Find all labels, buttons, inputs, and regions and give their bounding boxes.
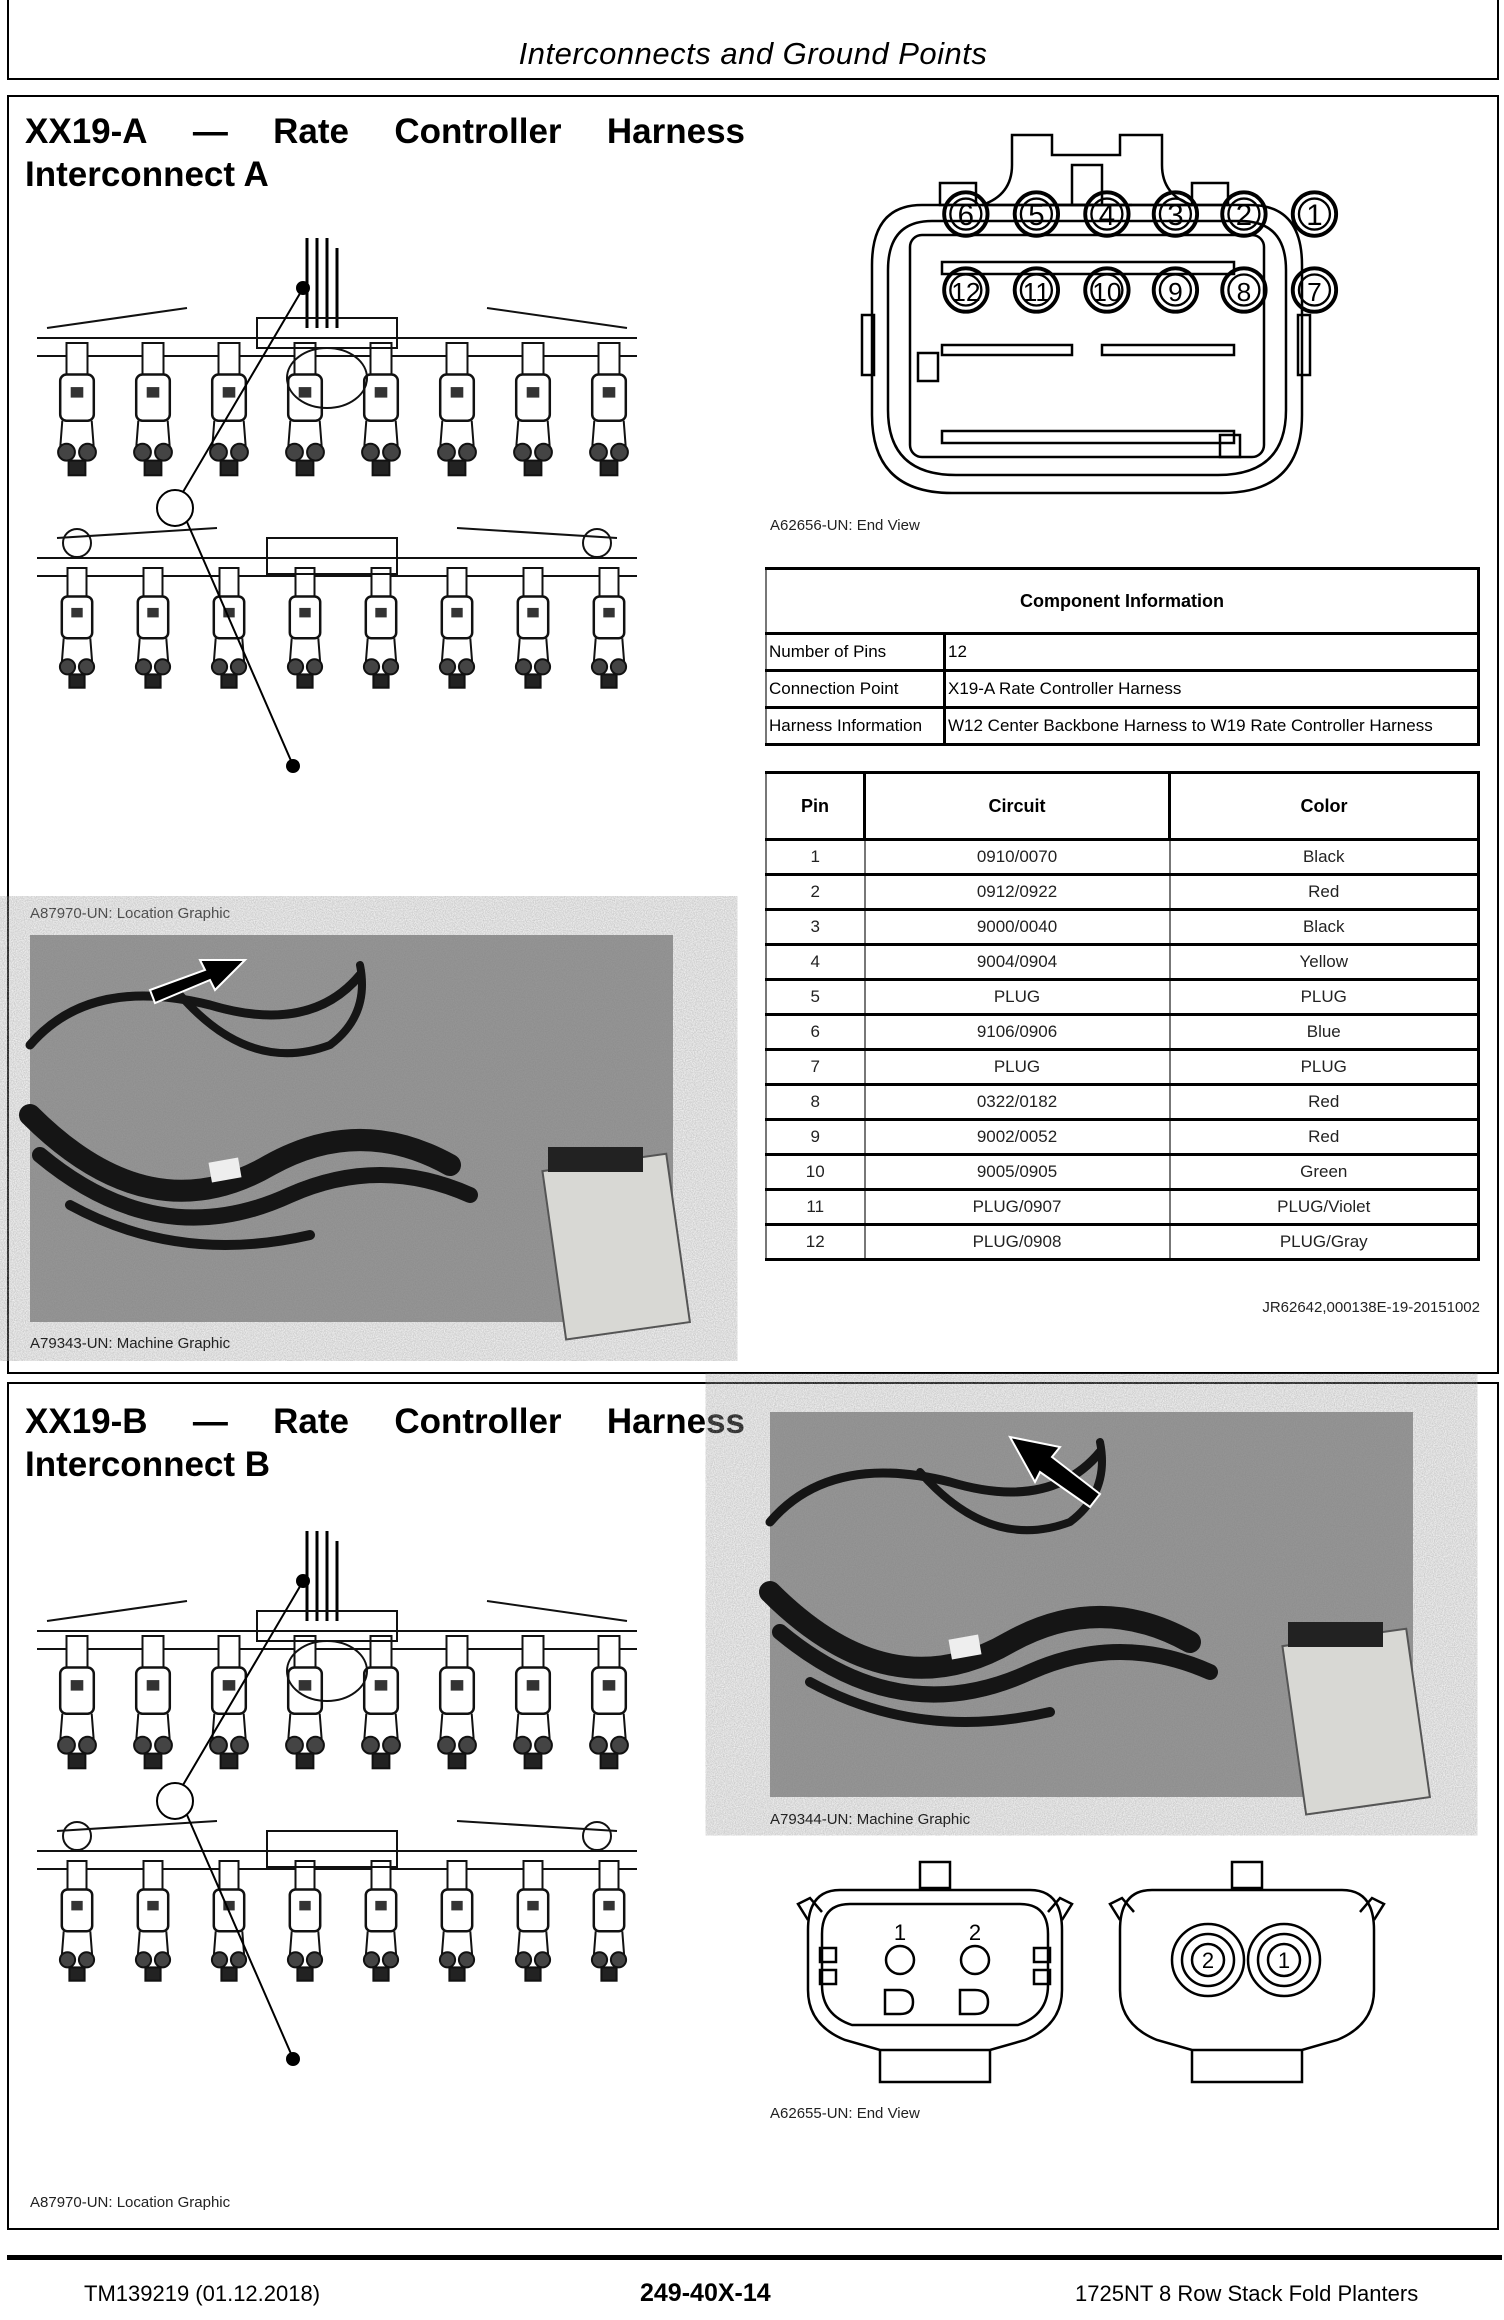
pin-label: 12 [951, 276, 981, 307]
column-header-pin: Pin [766, 773, 865, 840]
cell-color: Black [1170, 910, 1479, 945]
connector-end-view-12pin [862, 135, 1323, 497]
info-label: Harness Information [766, 708, 945, 745]
location-graphic-b [37, 1551, 667, 2151]
table-row [766, 708, 1479, 745]
table-row [766, 1155, 1479, 1190]
info-label: Number of Pins [766, 634, 945, 671]
column-header-circuit: Circuit [865, 773, 1170, 840]
title-word: Controller [394, 1402, 562, 1441]
cell-color: PLUG/Violet [1170, 1190, 1479, 1225]
cell-color: Red [1170, 1085, 1479, 1120]
cell-circuit: PLUG/0908 [865, 1225, 1170, 1260]
pin-label: 2 [1235, 198, 1253, 232]
table-row [766, 1085, 1479, 1120]
table-row [766, 1015, 1479, 1050]
table-row [766, 910, 1479, 945]
section-b-title [25, 1400, 745, 1486]
footer-divider [7, 2255, 1502, 2260]
cell-color: PLUG [1170, 1050, 1479, 1085]
footer-product: 1725NT 8 Row Stack Fold Planters [1075, 2281, 1419, 2306]
pin-circuit-table [765, 771, 1480, 1261]
cell-circuit: 0322/0182 [865, 1085, 1170, 1120]
title-word: Harness [606, 112, 745, 151]
location-caption-a: A87970-UN: Location Graphic [30, 905, 231, 922]
page-header [7, 0, 1499, 80]
title-word: Harness [606, 1402, 745, 1441]
pin-label: 5 [1028, 198, 1045, 232]
cell-pin: 9 [766, 1120, 865, 1155]
photo-caption-a: A79343-UN: Machine Graphic [30, 1335, 231, 1352]
title-word: Rate [273, 112, 350, 151]
component-info-heading: Component Information [766, 569, 1479, 634]
title-line-2: Interconnect A [25, 155, 269, 194]
page-title: Interconnects and Ground Points [518, 36, 988, 71]
cell-pin: 6 [766, 1015, 865, 1050]
cell-color: Blue [1170, 1015, 1479, 1050]
footer-doc-id: TM139219 (01.12.2018) [84, 2281, 321, 2306]
table-row [766, 945, 1479, 980]
cell-circuit: PLUG [865, 980, 1170, 1015]
cell-color: Black [1170, 840, 1479, 875]
location-caption-b: A87970-UN: Location Graphic [30, 2194, 231, 2211]
machine-photo-a [30, 935, 673, 1322]
table-row [766, 671, 1479, 708]
pin-label: 1 [1277, 1948, 1291, 1973]
title-line-2: Interconnect B [25, 1445, 271, 1484]
cell-circuit: 9005/0905 [865, 1155, 1170, 1190]
cell-circuit: PLUG/0907 [865, 1190, 1170, 1225]
title-word: — [192, 1402, 228, 1441]
title-word: XX19-A [25, 112, 148, 151]
pin-label: 11 [1022, 276, 1051, 307]
cell-color: Red [1170, 1120, 1479, 1155]
table-row [766, 980, 1479, 1015]
section-a-title [25, 110, 745, 196]
cell-color: PLUG/Gray [1170, 1225, 1479, 1260]
reference-id: JR62642,000138E-19-20151002 [1262, 1299, 1480, 1316]
info-value: W12 Center Backbone Harness to W19 Rate Controller Harness [945, 708, 1479, 745]
pin-label: 7 [1307, 276, 1322, 307]
cell-pin: 5 [766, 980, 865, 1015]
table-row [766, 1190, 1479, 1225]
info-label: Connection Point [766, 671, 945, 708]
end-view-caption-b: A62655-UN: End View [770, 2105, 920, 2122]
pin-label: 2 [1201, 1948, 1215, 1973]
cell-pin: 7 [766, 1050, 865, 1085]
table-row [766, 840, 1479, 875]
cell-pin: 12 [766, 1225, 865, 1260]
cell-circuit: 0912/0922 [865, 875, 1170, 910]
pin-label: 1 [893, 1920, 907, 1945]
cell-pin: 1 [766, 840, 865, 875]
cell-pin: 4 [766, 945, 865, 980]
cell-color: PLUG [1170, 980, 1479, 1015]
pin-label: 4 [1098, 198, 1116, 232]
connector-end-view-2pin-left [800, 1860, 1070, 2085]
title-word: XX19-B [25, 1402, 148, 1441]
location-graphic-a [37, 258, 667, 858]
cell-color: Green [1170, 1155, 1479, 1190]
end-view-caption-a: A62656-UN: End View [770, 517, 920, 534]
table-row [766, 875, 1479, 910]
component-information-table [765, 567, 1480, 746]
cell-pin: 10 [766, 1155, 865, 1190]
cell-circuit: 9000/0040 [865, 910, 1170, 945]
pin-label: 6 [957, 198, 975, 232]
connector-end-view-2pin-right [1112, 1860, 1382, 2085]
title-word: Controller [394, 112, 562, 151]
cell-circuit: PLUG [865, 1050, 1170, 1085]
table-row [766, 1225, 1479, 1260]
table-row [766, 1050, 1479, 1085]
pin-label: 3 [1167, 198, 1184, 232]
title-word: — [192, 112, 228, 151]
cell-circuit: 9002/0052 [865, 1120, 1170, 1155]
pin-label: 2 [968, 1920, 982, 1945]
column-header-color: Color [1170, 773, 1479, 840]
info-value: 12 [945, 634, 1479, 671]
cell-pin: 3 [766, 910, 865, 945]
cell-circuit: 0910/0070 [865, 840, 1170, 875]
cell-circuit: 9106/0906 [865, 1015, 1170, 1050]
cell-circuit: 9004/0904 [865, 945, 1170, 980]
table-row [766, 1120, 1479, 1155]
cell-color: Red [1170, 875, 1479, 910]
photo-caption-b: A79344-UN: Machine Graphic [770, 1811, 971, 1828]
cell-color: Yellow [1170, 945, 1479, 980]
pin-label: 10 [1092, 276, 1122, 307]
cell-pin: 8 [766, 1085, 865, 1120]
pin-label: 1 [1306, 198, 1323, 232]
table-row [766, 634, 1479, 671]
title-word: Rate [273, 1402, 350, 1441]
machine-photo-b [770, 1412, 1413, 1797]
info-value: X19-A Rate Controller Harness [945, 671, 1479, 708]
cell-pin: 2 [766, 875, 865, 910]
cell-pin: 11 [766, 1190, 865, 1225]
footer-page-number: 249-40X-14 [640, 2279, 771, 2307]
pin-label: 9 [1168, 276, 1183, 307]
pin-label: 8 [1236, 276, 1252, 307]
